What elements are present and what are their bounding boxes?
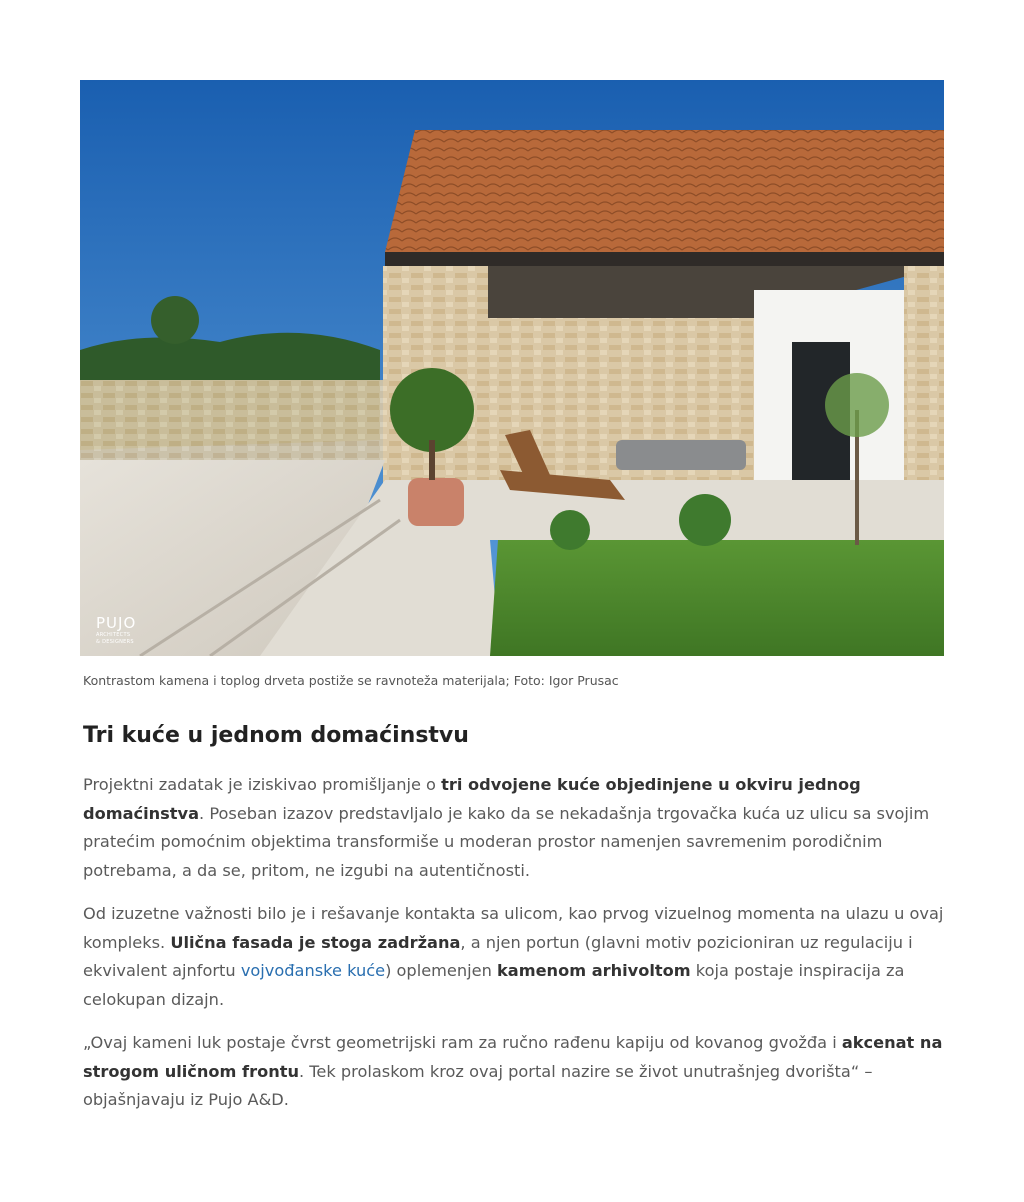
paragraph-2-text-2: , a njen portun (glavni motiv pozicioniran uz regulaciju i ekvivalent ajnfortu [83, 932, 913, 980]
paragraph-1-text-2: . Poseban izazov predstavljalo je kako da se nekadašnja trgovačka kuća uz ulicu sa svojim pratećim pomoćnim objektima transformiše u moderan prostor namenjen savremenim porodičnim potrebama, a da se, pritom, ne izgubi na autentičnosti. [83, 803, 930, 880]
paragraph-2-bold-1: Ulična fasada je stoga zadržana [170, 932, 461, 952]
section-heading: Tri kuće u jednom domaćinstvu [83, 723, 469, 748]
paragraph-2-text-1: Od izuzetne važnosti bilo je i rešavanje kontakta sa ulicom, kao prvog vizuelnog momenta na ulazu u ovaj kompleks. [83, 904, 944, 952]
paragraph-2-text-4: koja postaje inspiracija za celokupan dizajn. [83, 961, 905, 1009]
paragraph-3-text-2: . Tek prolaskom kroz ovaj portal nazire se život unutrašnjeg dvorišta“ – objašnjavaju iz Pujo A&D. [83, 1061, 873, 1109]
photo-caption: Kontrastom kamena i toplog drveta postiže se ravnoteža materijala; Foto: Igor Prusac [83, 673, 619, 688]
house-photo-illustration [80, 80, 944, 656]
paragraph-1-text-1: Projektni zadatak je iziskivao promišljanje o [83, 775, 442, 794]
photo-watermark-logo [96, 616, 136, 645]
paragraph-3 [83, 1029, 947, 1115]
watermark-name: PUJO [96, 614, 137, 632]
article [80, 80, 944, 1115]
paragraph-1 [83, 771, 947, 885]
paragraph-2-text-3: ) oplemenjen [385, 961, 498, 980]
watermark-line-1: ARCHITECTS [96, 632, 131, 638]
paragraph-2-bold-2: kamenom arhivoltom [497, 961, 691, 980]
paragraph-2 [83, 900, 947, 1014]
vojvodjanske-kuce-link[interactable]: vojvođanske kuće [240, 961, 386, 980]
watermark-line-2: & DESIGNERS [96, 639, 134, 645]
paragraph-1-bold-1: tri odvojene kuće objedinjene u okviru jednog domaćinstva [83, 775, 861, 823]
article-photo [80, 80, 944, 656]
paragraph-3-text-1: „Ovaj kameni luk postaje čvrst geometrijski ram za ručno rađenu kapiju od kovanog gvožđa i [83, 1033, 842, 1052]
paragraph-3-bold-1: akcenat na strogom uličnom frontu [83, 1033, 943, 1081]
